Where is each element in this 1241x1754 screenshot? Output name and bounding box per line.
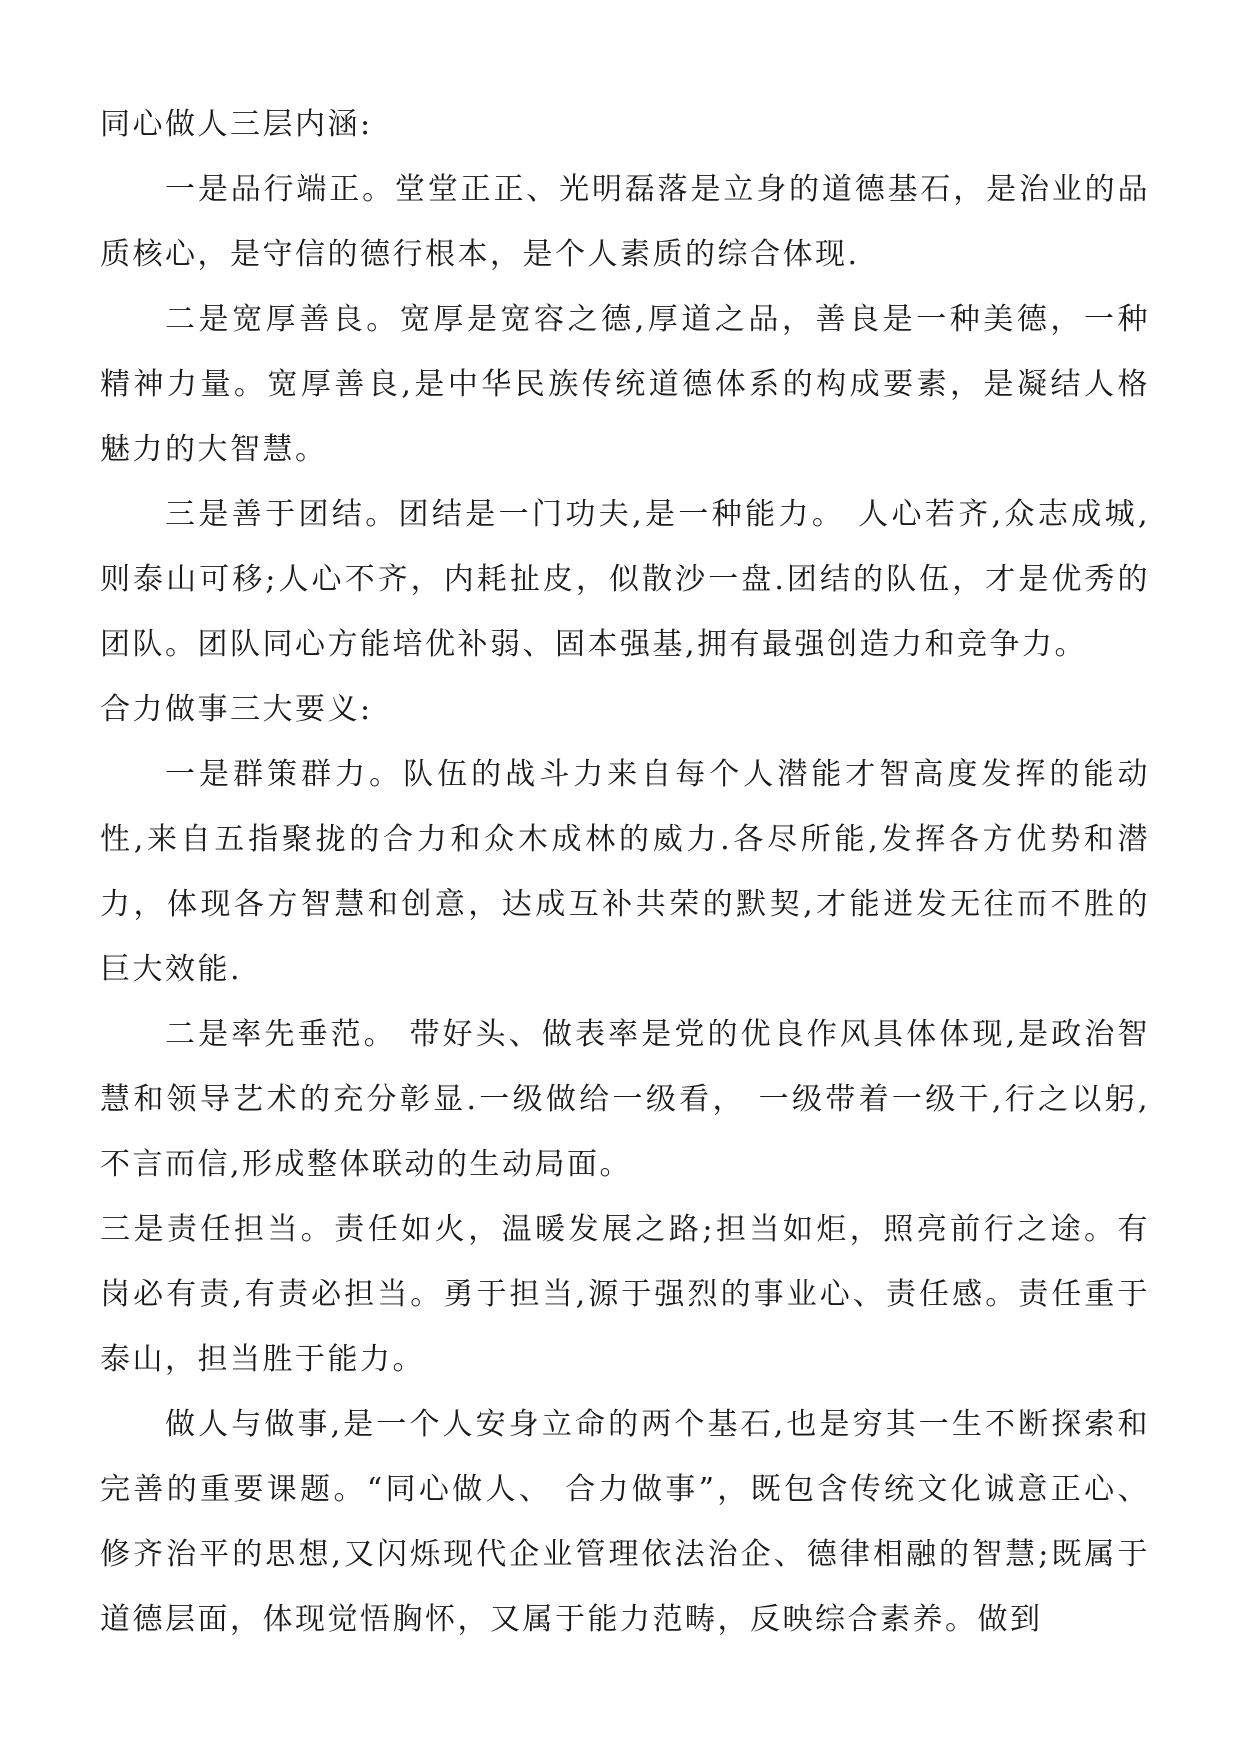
paragraph-shanyu-tuanjie: 三是善于团结。团结是一门功夫,是一种能力。 人心若齐,众志成城,则泰山可移;人心不齐，内耗扯皮，似散沙一盘.团结的队伍，才是优秀的团队。团队同心方能培优补弱、固本强基,拥有最强创造力和竞争力。: [100, 497, 1150, 662]
heading-heli-zuoshi: 合力做事三大要义:: [100, 692, 373, 727]
heading-tongxin-zuoren: 同心做人三层内涵:: [100, 107, 373, 142]
paragraph-zuoren-yu-zuoshi: 做人与做事,是一个人安身立命的两个基石,也是穷其一生不断探索和完善的重要课题。“同心做人、 合力做事”，既包含传统文化诚意正心、修齐治平的思想,又闪烁现代企业管理依法治企、德律相融的智慧;既属于道德层面，体现觉悟胸怀，又属于能力范畴，反映综合素养。做到: [100, 1407, 1150, 1637]
paragraph-pinxing-duanzheng: 一是品行端正。堂堂正正、光明磊落是立身的道德基石，是治业的品质核心，是守信的德行根本，是个人素质的综合体现.: [100, 172, 1150, 272]
paragraph-kuanhou-shanliang: 二是宽厚善良。宽厚是宽容之德,厚道之品，善良是一种美德，一种精神力量。宽厚善良,是中华民族传统道德体系的构成要素，是凝结人格魅力的大智慧。: [100, 302, 1150, 467]
paragraph-shuaixian-chuifan: 二是率先垂范。 带好头、做表率是党的优良作风具体体现,是政治智慧和领导艺术的充分彰显.一级做给一级看， 一级带着一级干,行之以躬,不言而信,形成整体联动的生动局面。: [100, 1017, 1150, 1182]
document-body: [100, 92, 1150, 1652]
paragraph-zeren-dandang: 三是责任担当。责任如火，温暖发展之路;担当如炬，照亮前行之途。有岗必有责,有责必担当。勇于担当,源于强烈的事业心、责任感。责任重于泰山，担当胜于能力。: [100, 1212, 1150, 1377]
paragraph-qunce-qunli: 一是群策群力。队伍的战斗力来自每个人潜能才智高度发挥的能动性,来自五指聚拢的合力和众木成林的威力.各尽所能,发挥各方优势和潜力，体现各方智慧和创意，达成互补共荣的默契,才能迸发无往而不胜的巨大效能.: [100, 757, 1150, 987]
